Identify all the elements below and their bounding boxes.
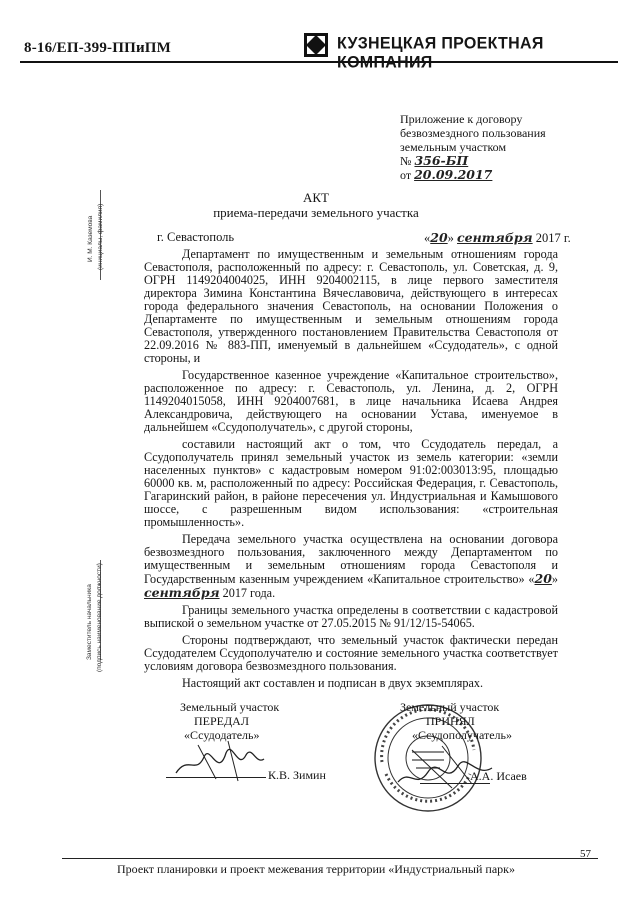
appendix-line: Приложение к договору [400,112,523,126]
paragraph: Границы земельного участка определены в соответствии с кадастровой выпиской о земельном участке от 27.05.2015 № 91/12/15-54065. [144,603,558,630]
page-number: 57 [580,848,591,860]
paragraph: Стороны подтверждают, что земельный участок фактически передан Ссудодателем Ссудополучателю и состояние земельного участка соответствует условиям договора безвозмездного пользования. [144,633,558,673]
act-body [144,248,558,694]
signatory-name-left: К.В. Зимин [268,768,326,782]
signature-scribble-icon [392,738,502,798]
signature-block-right [400,700,512,742]
margin-stamp-caption: (инициалы, фамилия) [97,203,104,270]
appendix-line: земельным участком [400,140,507,154]
paragraph: Настоящий акт составлен и подписан в двух экземплярах. [182,676,483,690]
appendix-block [400,112,600,182]
header-divider [20,61,618,63]
company-logo-icon [304,33,328,57]
handwritten-day: 20 [430,230,448,245]
margin-stamp-caption: (подпись наименование должности) [96,563,103,672]
handwritten-date: 20.09.2017 [414,167,493,182]
company-name: КУЗНЕЦКАЯ ПРОЕКТНАЯ КОМПАНИЯ [337,35,544,72]
signature-action: ПЕРЕДАЛ [194,714,249,728]
document-code: 8-16/ЕП-399-ППиПМ [24,40,172,56]
margin-stamp-position: Заместитель начальника [86,584,93,660]
place: г. Севастополь [157,230,235,244]
signature-caption: Земельный участок [180,700,280,714]
act-title: АКТ [303,190,329,205]
paragraph: Департамент по имущественным и земельным отношениям города Севастополя, расположенный по адресу: г. Севастополь, ул. Советская, д. 9, ОГРН 1149204004025, ИНН 9204002115, в лице первого заместителя директора Зимина Константина Вячеславовича, действующего в интересах города федерального значения Севастополь, на основании Положения о Департаменте по имущественным и земельным отношениям города Севастополя, утвержденного постановлением Правительства Севастополя от 22.09.2016 № 883-ПП, именуемый в дальнейшем «Ссудодатель», с одной стороны, и [144,247,558,365]
signatory-name-right: А.А. Исаев [470,769,527,783]
footer-divider [62,858,598,859]
paragraph: Передача земельного участка осуществлена на основании договора безвозмездного пользования, заключенного между Департаментом по имущественным и земельным отношениям города Севастополя и Государственным казенным учреждением «Капитальное строительство» «20» сентября 2017 года. [144,532,559,600]
paragraph: составили настоящий акт о том, что Ссудодатель передал, а Ссудополучатель принял земельный участок из земель категории: «земли населенных пунктов» с кадастровым номером 91:02:003013:95, площадью 60000 кв. м, расположенный по адресу: Российская Федерация, г. Севастополь, Гагаринский район, в районе пересечения ул. Индустриальная и Камышового шоссе, с разрешенным видом использования: «строительная промышленность». [144,437,558,529]
handwritten-month: сентября [457,230,533,245]
signature-caption: Земельный участок [400,700,500,714]
handwritten-number: 356-БП [414,153,469,168]
handwritten-day: 20 [534,571,552,586]
handwritten-month: сентября [144,585,220,600]
signature-party: «Ссудодатель» [184,728,260,742]
margin-stamp-name: И. М. Каземова [87,215,94,262]
appendix-date: от 20.09.2017 [400,167,493,182]
footer-text: Проект планировки и проект межевания территории «Индустриальный парк» [117,862,515,876]
paragraph: Государственное казенное учреждение «Капитальное строительство», расположенное по адресу: г. Севастополь, ул. Ленина, д. 2, ОГРН 1149204015058, ИНН 9204007681, в лице начальника Исаева Андрея Александровича, действующего на основании Устава, именуемое в дальнейшем «Ссудополучатель», с другой стороны, [144,368,558,434]
act-subtitle: приема-передачи земельного участка [213,205,419,220]
appendix-number: № 356-БП [400,153,469,168]
signature-party: «Ссудополучатель» [412,728,513,742]
signature-line [166,777,266,778]
signature-action: ПРИНЯЛ [426,714,475,728]
act-date: «20» сентября 2017 г. [424,230,571,245]
appendix-line: безвозмездного пользования [400,126,546,140]
signature-line [420,783,490,784]
